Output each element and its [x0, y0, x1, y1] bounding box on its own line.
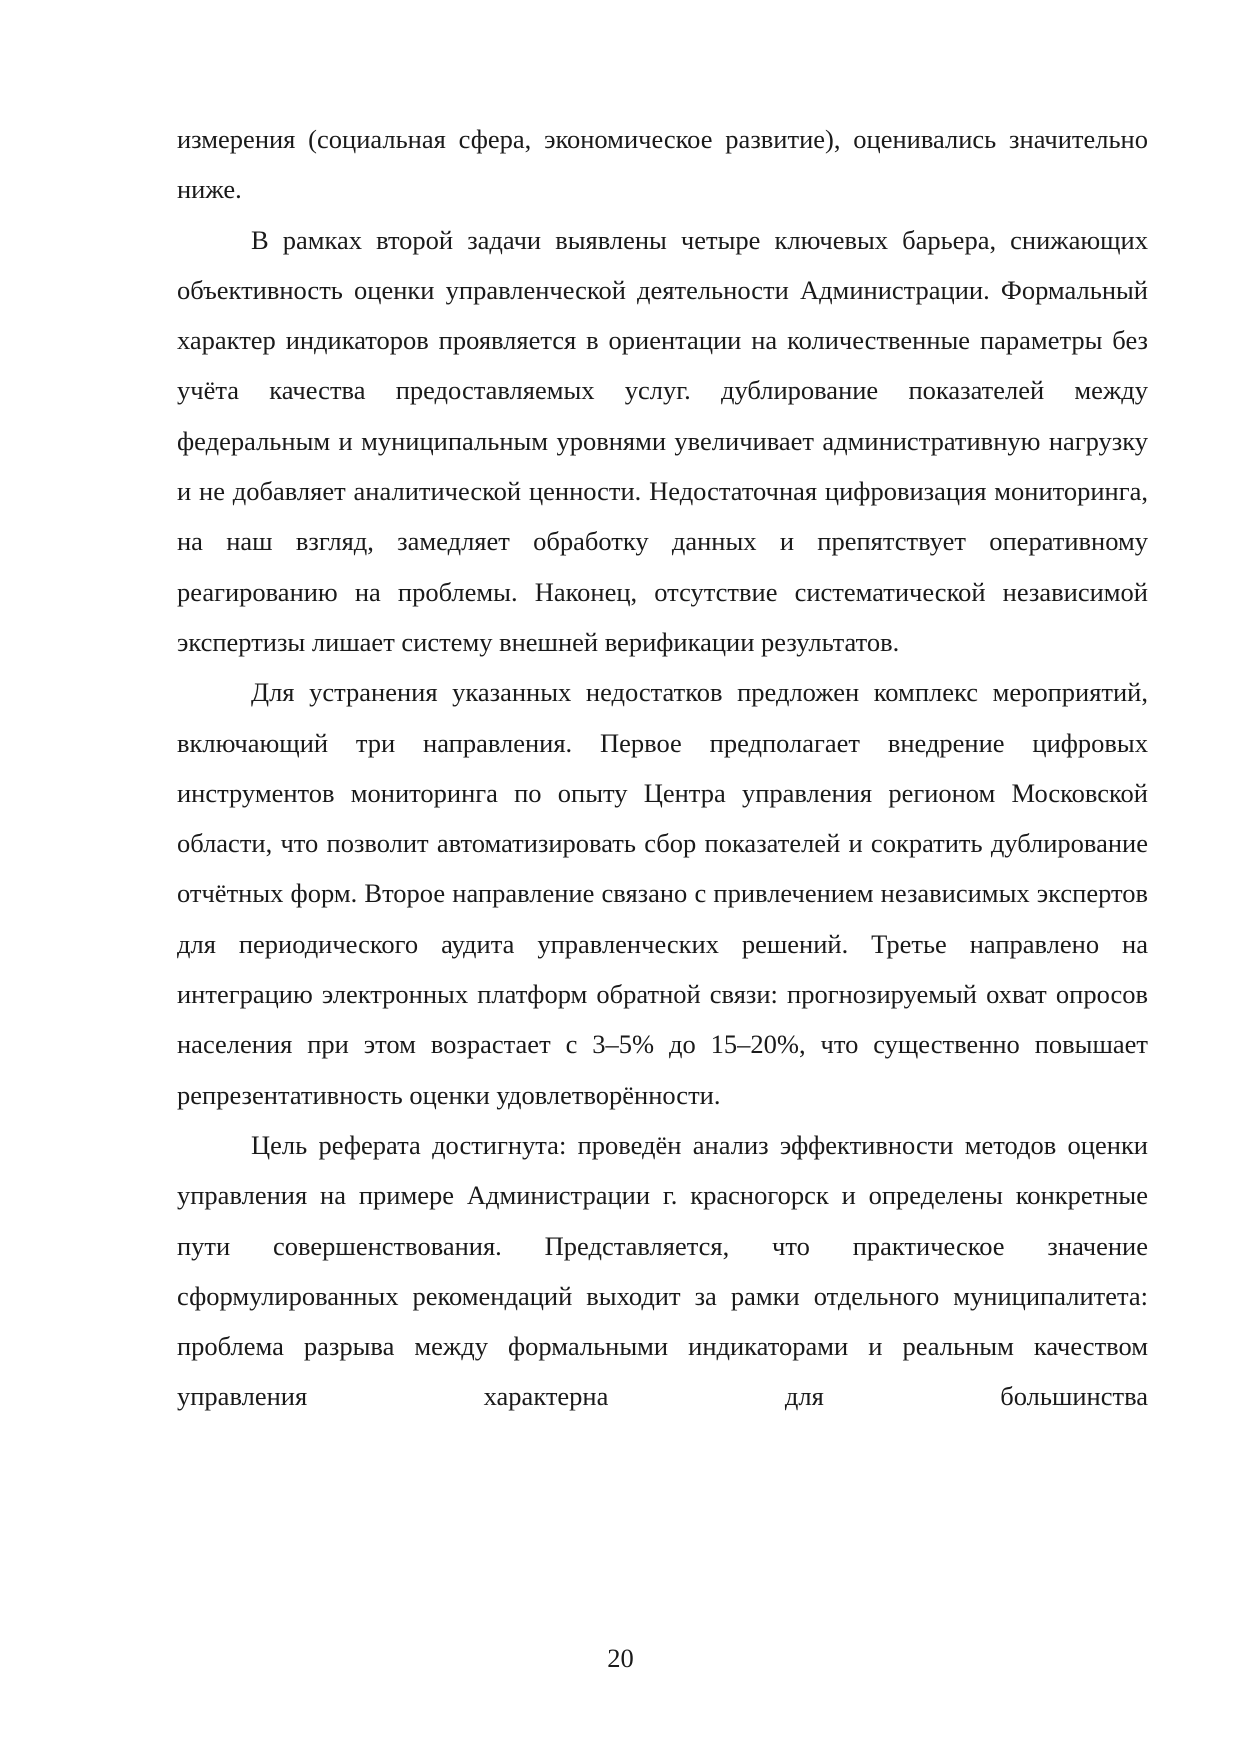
paragraph-continuation: измерения (социальная сфера, экономическое развитие), оценивались значительно ниже. — [177, 124, 1148, 205]
paragraph-measures: Для устранения указанных недостатков предложен комплекс мероприятий, включающий три направления. Первое предполагает внедрение цифровых инструментов мониторинга по опыту Центра управления регионом Московской области, что позволит автоматизировать сбор показателей и сократить дублирование отчётных форм. Второе направление связано с привлечением независимых экспертов для периодического аудита управленческих решений. Третье направлено на интеграцию электронных платформ обратной связи: прогнозируемый охват опросов населения при этом возрастает с 3–5% до 15–20%, что существенно повышает репрезентативность оценки удовлетворённости. — [177, 677, 1148, 1110]
paragraph-conclusion: Цель реферата достигнута: проведён анализ эффективности методов оценки управления на примере Администрации г. красногорск и определены конкретные пути совершенствования. Представляется, что практическое значение сформулированных рекомендаций выходит за рамки отдельного муниципалитета: проблема разрыва между формальными индикаторами и реальным качеством управления характерна для большинства — [177, 1129, 1148, 1412]
paragraph-barriers: В рамках второй задачи выявлены четыре ключевых барьера, снижающих объективность оценки управленческой деятельности Администрации. Формальный характер индикаторов проявляется в ориентации на количественные параметры без учёта качества предоставляемых услуг. дублирование показателей между федеральным и муниципальным уровнями увеличивает административную нагрузку и не добавляет аналитической ценности. Недостаточная цифровизация мониторинга, на наш взгляд, замедляет обработку данных и препятствует оперативному реагированию на проблемы. Наконец, отсутствие систематической независимой экспертизы лишает систему внешней верификации результатов. — [177, 224, 1148, 657]
body-text — [177, 114, 1148, 1422]
page-number: 20 — [607, 1643, 634, 1673]
